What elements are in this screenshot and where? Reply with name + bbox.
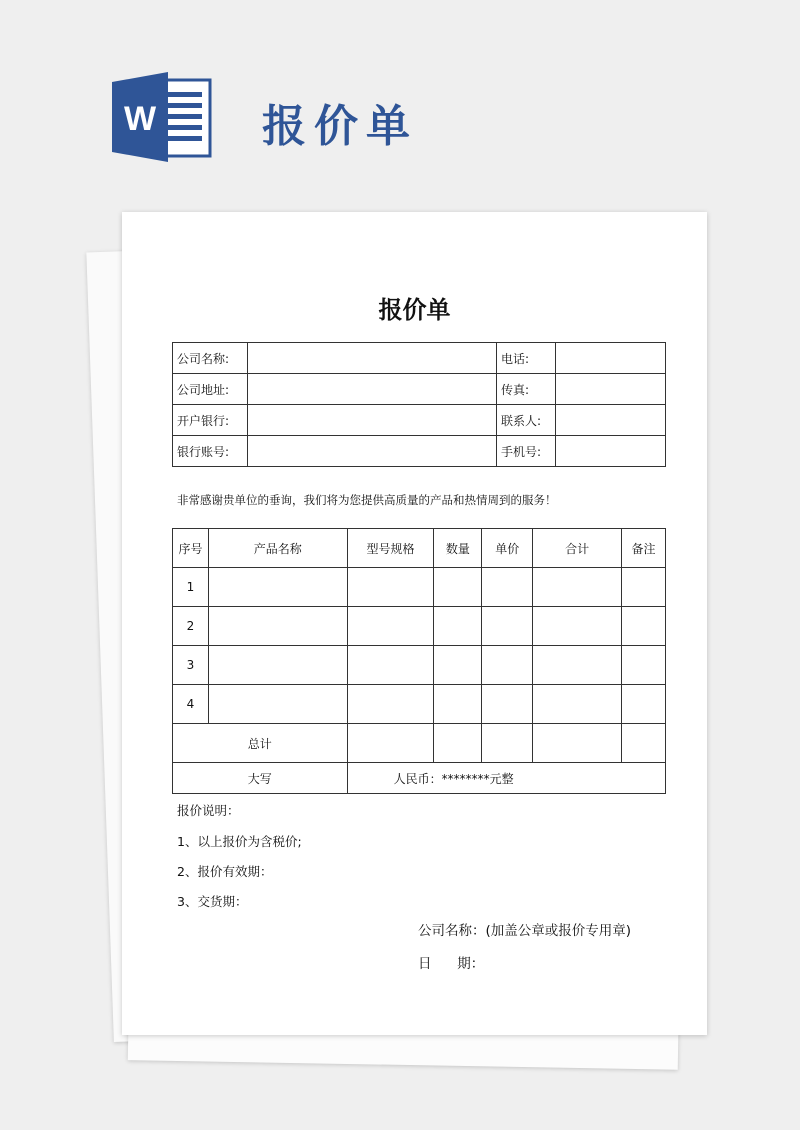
table-cell[interactable] <box>434 607 482 646</box>
table-cell[interactable] <box>533 724 622 763</box>
notes-title: 报价说明： <box>177 803 240 818</box>
table-row <box>173 646 666 685</box>
table-cell[interactable] <box>622 646 666 685</box>
svg-text:W: W <box>123 100 157 138</box>
note-item: 3、交货期： <box>177 894 248 909</box>
table-header-row <box>173 529 666 568</box>
document-title: 报价单 <box>378 296 451 324</box>
total-label: 总计 <box>173 724 348 763</box>
total-row <box>173 724 666 763</box>
table-cell[interactable] <box>533 568 622 607</box>
table-cell[interactable] <box>482 568 533 607</box>
table-cell[interactable] <box>622 607 666 646</box>
table-row <box>173 436 666 467</box>
info-label: 手机号: <box>497 436 556 467</box>
fax-field[interactable] <box>556 374 666 405</box>
company-info-table <box>172 342 666 467</box>
phone-field[interactable] <box>556 343 666 374</box>
table-cell[interactable] <box>208 685 347 724</box>
table-row <box>173 685 666 724</box>
table-cell[interactable] <box>347 568 434 607</box>
thanks-text: 非常感谢贵单位的垂询，我们将为您提供高质量的产品和热情周到的服务！ <box>177 493 557 507</box>
table-cell[interactable] <box>434 724 482 763</box>
table-cell[interactable] <box>434 568 482 607</box>
info-label: 公司名称: <box>173 343 248 374</box>
mobile-field[interactable] <box>556 436 666 467</box>
table-row <box>173 374 666 405</box>
table-cell[interactable] <box>482 646 533 685</box>
column-header: 数量 <box>434 529 482 568</box>
info-label: 银行账号: <box>173 436 248 467</box>
info-label: 开户银行: <box>173 405 248 436</box>
signature-date: 日 期： <box>418 956 485 972</box>
table-cell[interactable] <box>208 568 347 607</box>
signature-company: 公司名称：(加盖公章或报价专用章) <box>418 923 632 939</box>
company-name-field[interactable] <box>248 343 497 374</box>
bank-field[interactable] <box>248 405 497 436</box>
uppercase-label: 大写 <box>173 763 348 794</box>
row-index: 4 <box>173 685 209 724</box>
table-cell[interactable] <box>347 685 434 724</box>
table-cell[interactable] <box>347 646 434 685</box>
company-address-field[interactable] <box>248 374 497 405</box>
table-cell[interactable] <box>208 607 347 646</box>
table-cell[interactable] <box>622 568 666 607</box>
row-index: 3 <box>173 646 209 685</box>
page-title: 报价单 <box>262 101 418 152</box>
table-cell[interactable] <box>482 607 533 646</box>
table-row <box>173 568 666 607</box>
info-label: 传真: <box>497 374 556 405</box>
table-cell[interactable] <box>434 685 482 724</box>
row-index: 1 <box>173 568 209 607</box>
column-header: 合计 <box>533 529 622 568</box>
column-header: 单价 <box>482 529 533 568</box>
row-index: 2 <box>173 607 209 646</box>
column-header: 型号规格 <box>347 529 434 568</box>
column-header: 序号 <box>173 529 209 568</box>
note-item: 1、以上报价为含税价; <box>177 834 302 849</box>
word-icon <box>112 72 212 162</box>
table-cell[interactable] <box>347 607 434 646</box>
table-cell[interactable] <box>533 646 622 685</box>
column-header: 产品名称 <box>208 529 347 568</box>
table-row <box>173 343 666 374</box>
table-row <box>173 607 666 646</box>
quote-table <box>172 528 666 794</box>
contact-field[interactable] <box>556 405 666 436</box>
table-row <box>173 405 666 436</box>
table-cell[interactable] <box>347 724 434 763</box>
table-cell[interactable] <box>533 607 622 646</box>
note-item: 2、报价有效期： <box>177 864 273 879</box>
column-header: 备注 <box>622 529 666 568</box>
document-page <box>122 212 707 1035</box>
info-label: 公司地址: <box>173 374 248 405</box>
table-cell[interactable] <box>622 685 666 724</box>
table-cell[interactable] <box>622 724 666 763</box>
table-cell[interactable] <box>434 646 482 685</box>
table-cell[interactable] <box>533 685 622 724</box>
uppercase-amount[interactable]: 人民币：********元整 <box>347 763 665 794</box>
info-label: 联系人: <box>497 405 556 436</box>
table-cell[interactable] <box>482 724 533 763</box>
table-cell[interactable] <box>482 685 533 724</box>
bank-account-field[interactable] <box>248 436 497 467</box>
uppercase-row <box>173 763 666 794</box>
table-cell[interactable] <box>208 646 347 685</box>
info-label: 电话: <box>497 343 556 374</box>
